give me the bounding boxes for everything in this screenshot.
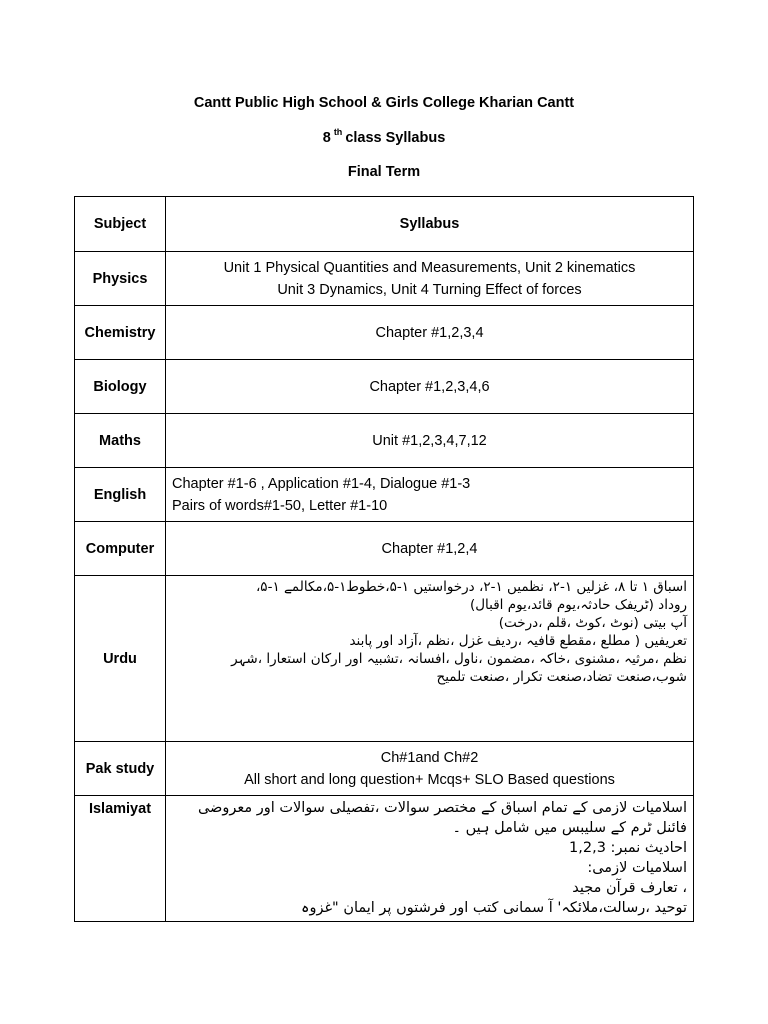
syllabus-cell	[166, 360, 694, 414]
subject-column-header: Subject	[75, 197, 166, 252]
table-header-row	[75, 197, 694, 252]
table-row	[75, 522, 694, 576]
syllabus-line: اسباق ۱ تا ۸، غزلیں ۱-۲، نظمیں ۱-۲، درخواستیں ۱-۵،خطوط۱-۵،مکالمے ۱-۵،	[255, 579, 687, 595]
syllabus-line: توحید ،رسالت،ملائکہ' آ سمانی کتب اور فرشتوں پر ایمان "غزوہ	[300, 900, 687, 916]
table-row	[75, 252, 694, 306]
table-row	[75, 414, 694, 468]
syllabus-line: Unit #1,2,3,4,7,12	[372, 432, 487, 449]
subject-cell: Urdu	[75, 576, 166, 742]
syllabus-line: اسلامیات لازمی:	[587, 860, 687, 876]
syllabus-cell	[166, 306, 694, 360]
syllabus-cell	[166, 522, 694, 576]
table-row	[75, 742, 694, 796]
syllabus-line: All short and long question+ Mcqs+ SLO Based questions	[244, 771, 615, 788]
syllabus-cell	[166, 468, 694, 522]
syllabus-line: Pairs of words#1-50, Letter #1-10	[172, 497, 388, 514]
syllabus-line: Chapter #1,2,3,4	[375, 324, 484, 341]
syllabus-line: Chapter #1-6 , Application #1-4, Dialogue #1-3	[172, 475, 471, 492]
syllabus-line: ، تعارف قرآن مجید	[572, 880, 687, 896]
syllabus-column-header: Syllabus	[166, 197, 694, 252]
syllabus-line: تعریفیں ( مطلع ،مقطع قافیہ ،ردیف غزل ،نظم ،آزاد اور پابند	[349, 633, 687, 649]
syllabus-line: Unit 3 Dynamics, Unit 4 Turning Effect of forces	[277, 281, 582, 298]
syllabus-line: Chapter #1,2,3,4,6	[369, 378, 490, 395]
syllabus-line: اسلامیات لازمی کے تمام اسباق کے مختصر سوالات ،تفصیلی سوالات اور معروضی	[197, 800, 687, 816]
syllabus-cell	[166, 576, 694, 742]
term-title: Final Term	[347, 164, 421, 180]
class-title	[0, 127, 768, 146]
table-row	[75, 576, 694, 742]
syllabus-line: نظم ،مرثیہ ،مشنوی ،خاکہ ،مضمون ،ناول ،افسانہ ،تشبیہ اور ارکان استعارا ،شہر	[231, 651, 687, 667]
subject-cell: Computer	[75, 522, 166, 576]
table-row	[75, 468, 694, 522]
class-superscript: th	[333, 127, 343, 137]
syllabus-cell	[166, 742, 694, 796]
subject-cell: Islamiyat	[75, 796, 166, 922]
syllabus-cell	[166, 414, 694, 468]
subject-cell: Biology	[75, 360, 166, 414]
syllabus-line: Chapter #1,2,4	[381, 540, 478, 557]
class-number: 8	[322, 130, 331, 146]
subject-cell: English	[75, 468, 166, 522]
syllabus-line: آپ بیتی (نوٹ ،کوٹ ،قلم ،درخت)	[498, 615, 687, 631]
class-suffix: class Syllabus	[345, 130, 446, 146]
subject-cell: Maths	[75, 414, 166, 468]
syllabus-table	[74, 196, 694, 922]
syllabus-line: فائنل ٹرم کے سلیبس میں شامل ہیں ۔	[452, 820, 687, 836]
syllabus-line: Ch#1and Ch#2	[380, 749, 479, 766]
table-row	[75, 360, 694, 414]
syllabus-cell	[166, 252, 694, 306]
subject-cell: Chemistry	[75, 306, 166, 360]
syllabus-cell	[166, 796, 694, 922]
subject-cell: Physics	[75, 252, 166, 306]
syllabus-line: Unit 1 Physical Quantities and Measurements, Unit 2 kinematics	[223, 259, 636, 276]
table-row	[75, 796, 694, 922]
syllabus-line: روداد (ٹریفک حادثہ،یوم قائد،یوم اقبال)	[469, 597, 687, 613]
subject-cell: Pak study	[75, 742, 166, 796]
syllabus-line: احادیث نمبر: 1,2,3	[569, 840, 687, 856]
school-title: Cantt Public High School & Girls College Kharian Cantt	[193, 95, 575, 111]
syllabus-line: شوب،صنعت تضاد،صنعت تکرار ،صنعت تلمیح	[436, 669, 687, 685]
table-row	[75, 306, 694, 360]
